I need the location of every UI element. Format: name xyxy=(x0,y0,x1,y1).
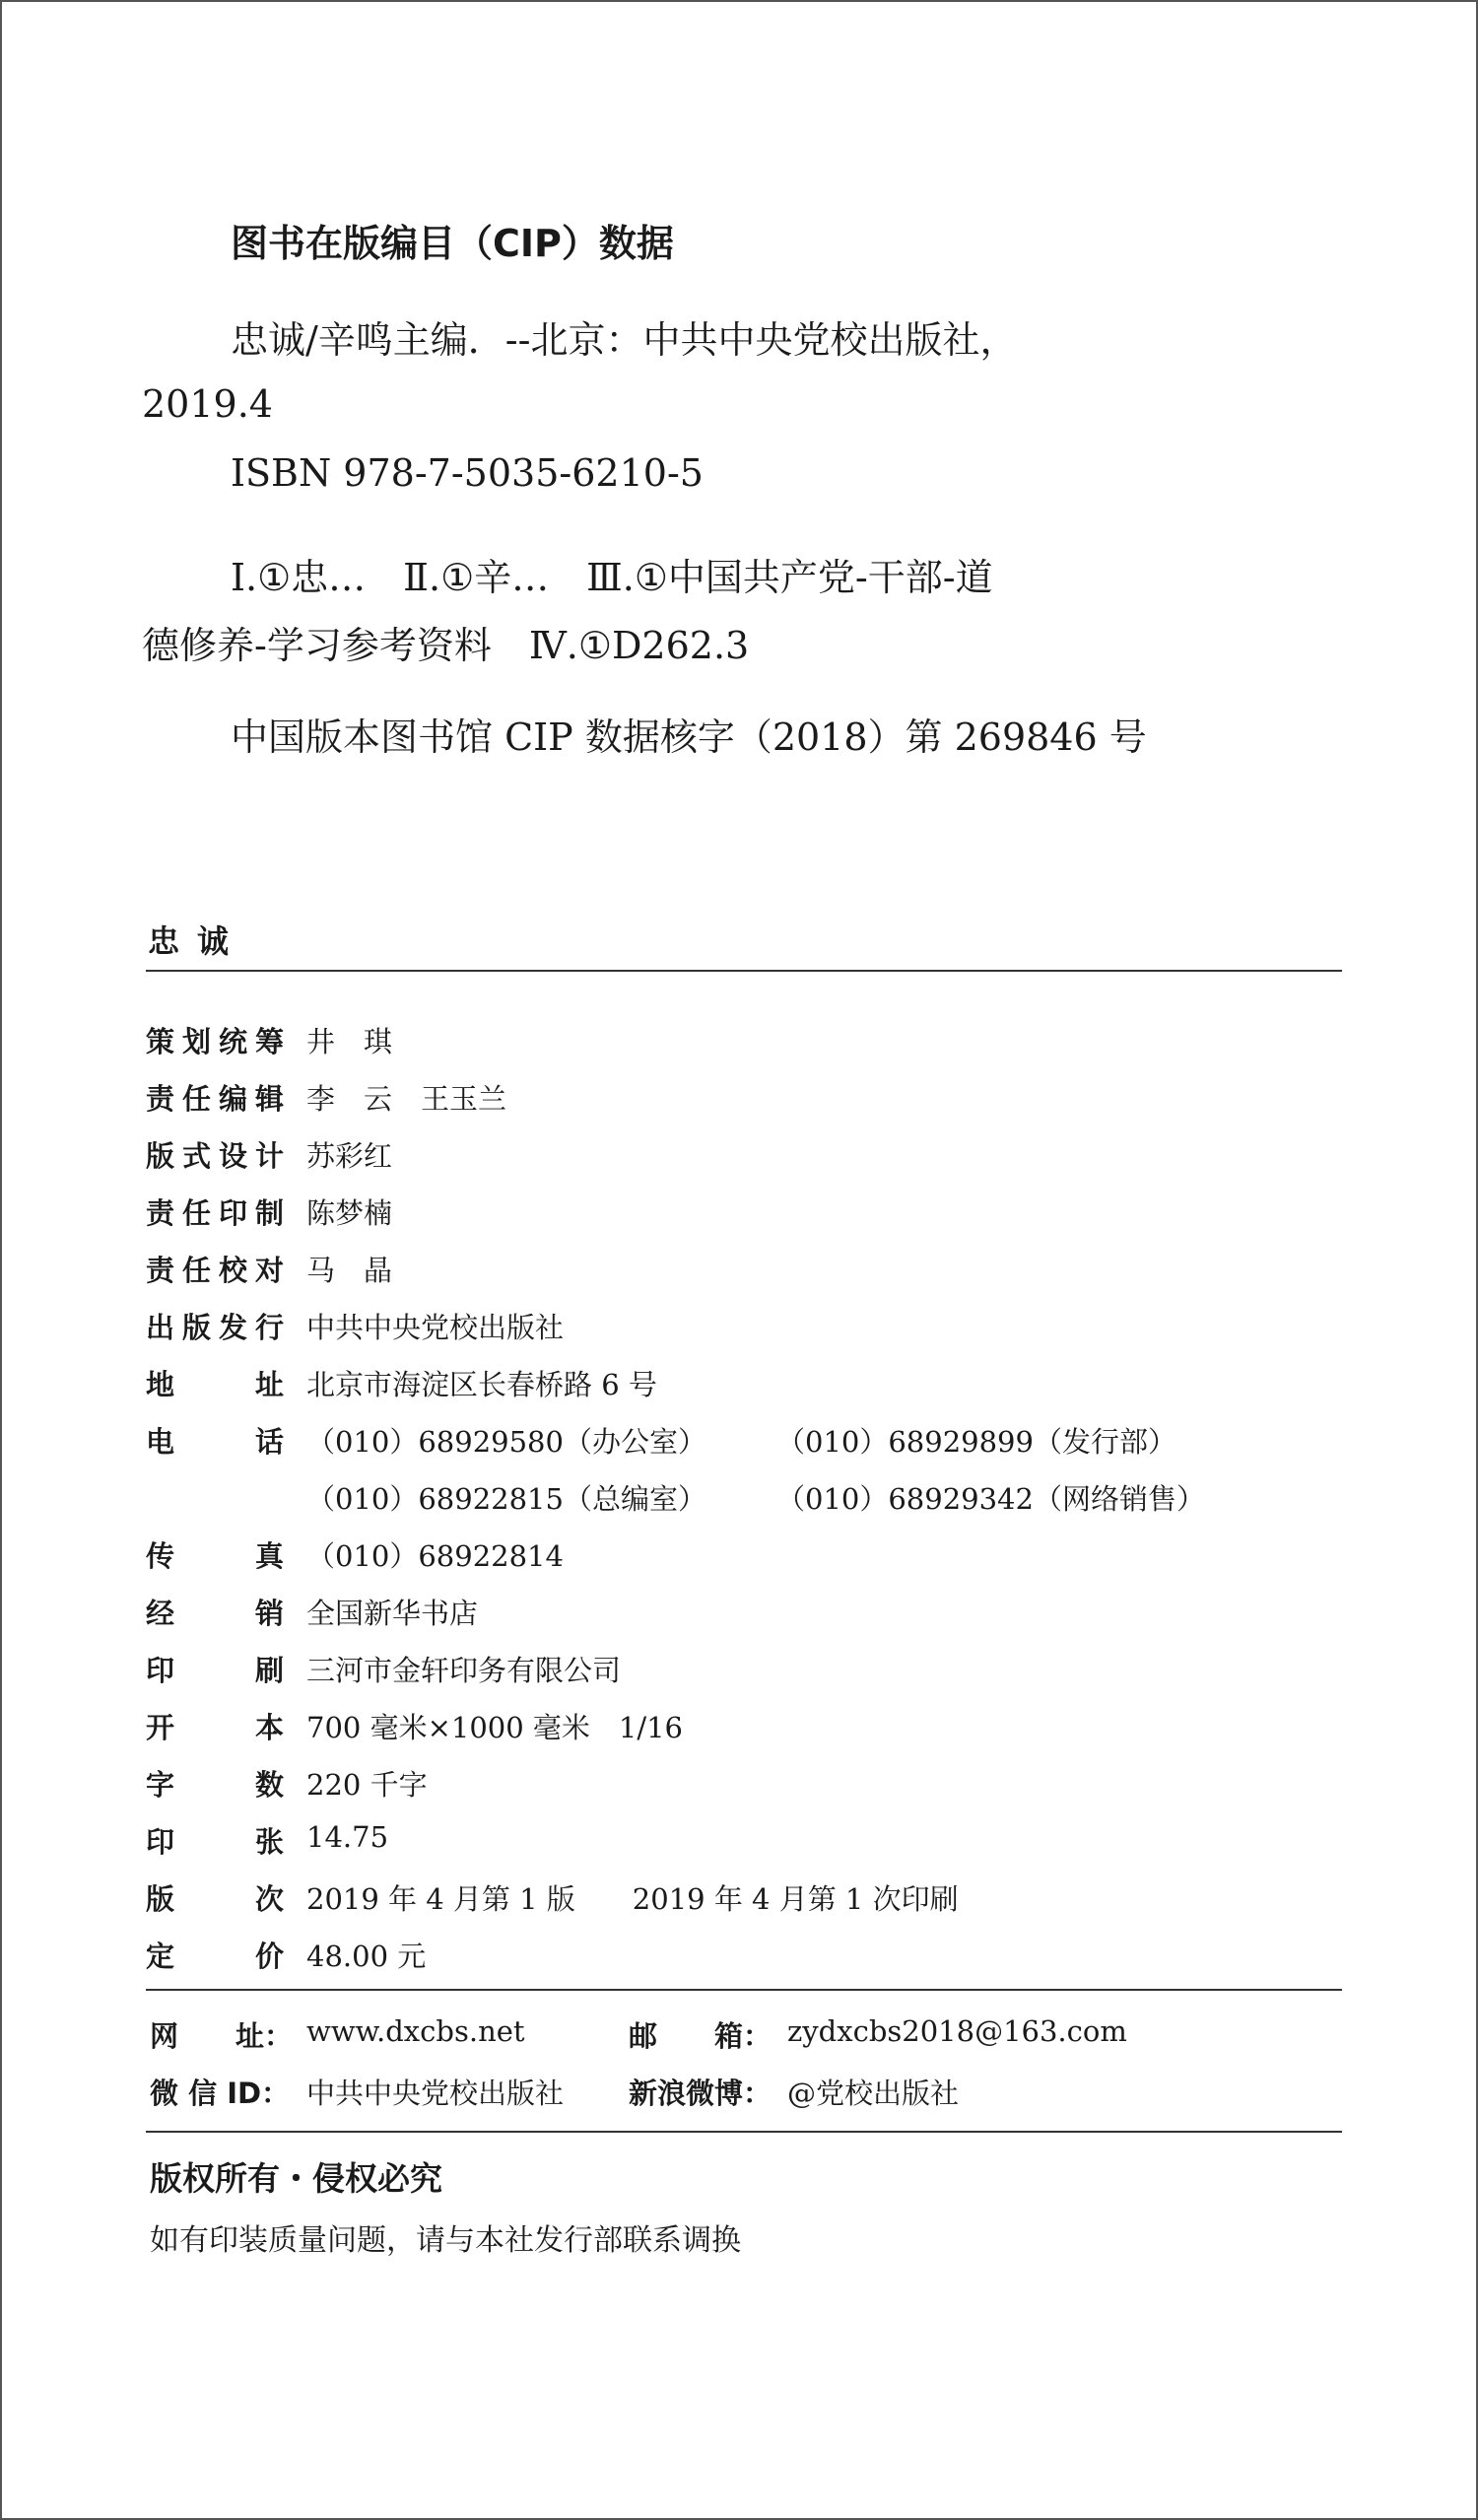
wechat-label: 微 信 ID： xyxy=(150,2077,291,2110)
credit-row xyxy=(146,1467,1342,1525)
divider-top xyxy=(146,970,1342,972)
credit-row xyxy=(146,1410,1342,1467)
credit-row xyxy=(146,1067,1342,1124)
credit-label: 版次 xyxy=(146,1882,284,1916)
wechat-value: 中共中央党校出版社 xyxy=(306,2077,565,2110)
copyright-title: 版权所有・侵权必究 xyxy=(150,2159,442,2198)
cip-date-line: 2019.4 xyxy=(142,382,273,426)
cip-title: 图书在版编目（CIP）数据 xyxy=(231,222,674,265)
credit-value: 14.75 xyxy=(306,1820,389,1854)
credit-value-secondary: （010）68929342（网络销售） xyxy=(776,1482,1205,1516)
credit-value: 北京市海淀区长春桥路 6 号 xyxy=(306,1368,657,1401)
cip-editor-line: 忠诚/辛鸣主编．--北京：中共中央党校出版社， xyxy=(231,318,1018,362)
credit-label: 地址 xyxy=(146,1368,284,1401)
credit-label: 定价 xyxy=(146,1940,284,1973)
credit-label: 策划统筹 xyxy=(146,1025,284,1058)
credit-label: 传真 xyxy=(146,1539,284,1573)
credit-value: 苏彩红 xyxy=(306,1139,393,1173)
credit-value: 700 毫米×1000 毫米 1/16 xyxy=(306,1711,684,1744)
credit-label: 责任编辑 xyxy=(146,1082,284,1116)
credit-label: 责任校对 xyxy=(146,1254,284,1287)
credit-value: 井 琪 xyxy=(306,1025,393,1058)
website-label: 网 址： xyxy=(150,2019,294,2053)
website-link[interactable]: www.dxcbs.net xyxy=(306,2014,525,2048)
credit-label: 印张 xyxy=(146,1825,284,1859)
credit-row xyxy=(146,1124,1342,1182)
credit-row xyxy=(146,1353,1342,1410)
credit-value: 三河市金轩印务有限公司 xyxy=(306,1654,622,1687)
cip-classification-line-2: 德修养-学习参考资料 Ⅳ.①D262.3 xyxy=(142,624,750,667)
credit-row xyxy=(146,1182,1342,1239)
credit-value: 220 千字 xyxy=(306,1768,428,1802)
credit-value: 马 晶 xyxy=(306,1254,393,1287)
credit-row xyxy=(146,1582,1342,1639)
credit-label: 责任印制 xyxy=(146,1196,284,1230)
credit-label: 经销 xyxy=(146,1597,284,1630)
credit-label: 出版发行 xyxy=(146,1311,284,1344)
credit-value: （010）68929580（办公室） xyxy=(306,1425,706,1459)
cip-classification-line-1: Ⅰ.①忠… Ⅱ.①辛… Ⅲ.①中国共产党-干部-道 xyxy=(231,556,993,599)
credit-value: 陈梦楠 xyxy=(306,1196,393,1230)
credit-label: 版式设计 xyxy=(146,1139,284,1173)
credit-row xyxy=(146,1525,1342,1582)
credit-value: 2019 年 4 月第 1 版 2019 年 4 月第 1 次印刷 xyxy=(306,1882,959,1916)
credit-row xyxy=(146,1753,1342,1810)
divider-footer-top xyxy=(146,1989,1342,1991)
credit-label: 字数 xyxy=(146,1768,284,1802)
email-link[interactable]: zydxcbs2018@163.com xyxy=(787,2014,1127,2048)
credit-row xyxy=(146,1696,1342,1753)
weibo-label: 新浪微博： xyxy=(629,2077,773,2110)
credit-row xyxy=(146,1925,1342,1982)
credit-value-secondary: （010）68929899（发行部） xyxy=(776,1425,1176,1459)
credit-label: 开本 xyxy=(146,1711,284,1744)
credit-value: 中共中央党校出版社 xyxy=(306,1311,565,1344)
credit-row xyxy=(146,1296,1342,1353)
credit-value: 48.00 元 xyxy=(306,1940,427,1973)
divider-footer-bottom xyxy=(146,2131,1342,2133)
book-title: 忠诚 xyxy=(148,922,247,960)
credit-value: （010）68922815（总编室） xyxy=(306,1482,706,1516)
credit-row xyxy=(146,1868,1342,1925)
credit-row xyxy=(146,1239,1342,1296)
credit-row xyxy=(146,1639,1342,1696)
credit-value: （010）68922814 xyxy=(306,1539,564,1573)
credits-list xyxy=(146,1010,1342,1982)
credit-value: 全国新华书店 xyxy=(306,1597,479,1630)
cip-isbn: ISBN 978-7-5035-6210-5 xyxy=(231,451,704,495)
credit-value: 李 云 王玉兰 xyxy=(306,1082,507,1116)
copyright-note: 如有印装质量问题，请与本社发行部联系调换 xyxy=(150,2223,741,2258)
credit-label: 电话 xyxy=(146,1425,284,1459)
credit-label: 印刷 xyxy=(146,1654,284,1687)
credit-row xyxy=(146,1010,1342,1067)
cip-library-number: 中国版本图书馆 CIP 数据核字（2018）第 269846 号 xyxy=(231,715,1147,759)
weibo-value: @党校出版社 xyxy=(787,2077,960,2110)
email-label: 邮 箱： xyxy=(629,2019,773,2053)
credit-row xyxy=(146,1810,1342,1868)
